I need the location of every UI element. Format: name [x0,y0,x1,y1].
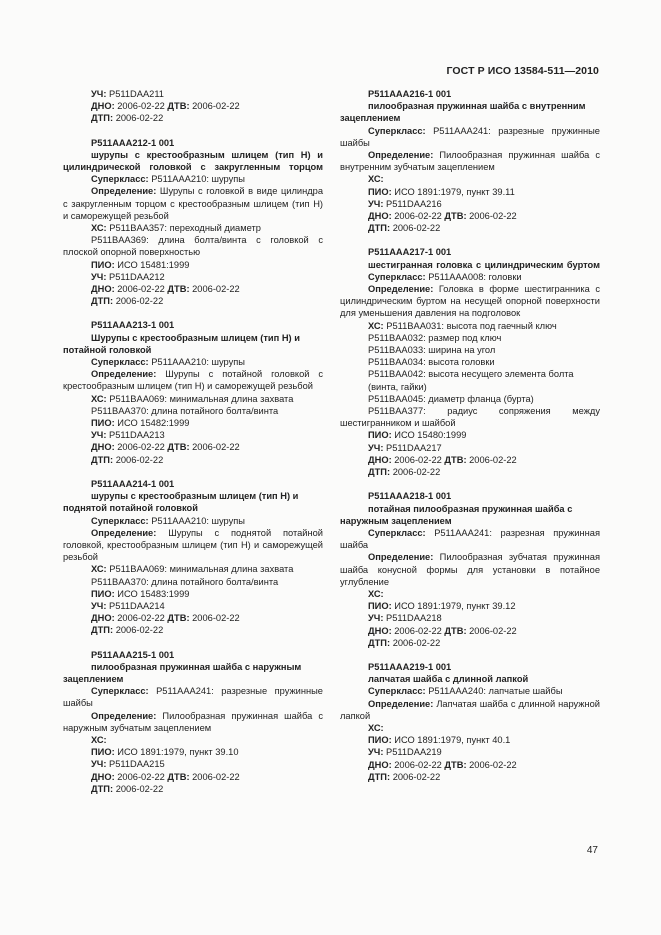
entry-code: P511AAA219-1 001 [368,661,452,672]
superclass-line: Суперкласс: P511AAA241: разрезная пружинная шайба [340,527,600,551]
xs-line: P511BAA377: радиус сопряжения между шестигранником и шайбой [340,406,600,429]
uch-line: УЧ: P511DAA218 [368,613,442,624]
pio-line: ПИО: ИСО 1891:1979, пункт 39.11 [368,186,515,197]
superclass-line: Суперкласс: P511AAA210: шурупы [91,357,245,368]
entry-code: P511AAA215-1 001 [91,649,175,660]
pio-line: ПИО: ИСО 15482:1999 [91,418,190,429]
left-column [63,88,323,807]
xs-line: ХС: P511BAA069: минимальная длина захвата [91,393,294,404]
definition-line: Определение: Шурупы с поднятой потайной головкой, крестообразным шлицем (тип Н) и саморежущей резьбой [63,527,323,563]
pio-line: ПИО: ИСО 1891:1979, пункт 40.1 [368,735,511,746]
entry-p511aaa216 [340,88,600,234]
xs-line: P511BAA042: высота несущего элемента болта (винта, гайки) [368,369,574,392]
dates-line: ДНО: 2006-02-22 ДТВ: 2006-02-22 [368,625,517,636]
dtp-line: ДТП: 2006-02-22 [368,771,441,782]
entry-code: P511AAA218-1 001 [368,491,452,502]
definition-line: Определение: Шурупы с головкой в виде цилиндра с закругленным торцом с крестообразным шлицем (тип Н) и саморежущей резьбой [63,186,323,221]
definition-line: Определение: Пилообразная пружинная шайба с наружным зубчатым зацеплением [63,710,323,733]
dtp-line: ДТП: 2006-02-22 [91,625,164,636]
superclass-line: Суперкласс: P511AAA241: разрезные пружинные шайбы [63,686,323,709]
uch-line: УЧ: P511DAA214 [91,600,165,611]
dates-line: ДНО: 2006-02-22 ДТВ: 2006-02-22 [368,211,517,222]
dates-line: ДНО: 2006-02-22 ДТВ: 2006-02-22 [91,101,240,112]
definition-line: Определение: Пилообразная зубчатая пружинная шайба конусной формы для установки в потайное углубление [340,552,600,587]
entry-p511aaa215 [63,649,323,795]
entry-p511aaa219 [340,661,600,783]
xs-line: P511BAA370: длина потайного болта/винта [91,576,279,587]
dates-line: ДНО: 2006-02-22 ДТВ: 2006-02-22 [368,759,517,770]
uch-line: УЧ: P511DAA213 [91,430,165,441]
pio-line: ПИО: ИСО 15481:1999 [91,259,190,270]
superclass-line: Суперкласс: P511AAA241: разрезные пружинные шайбы [340,125,600,148]
dates-line: ДНО: 2006-02-22 ДТВ: 2006-02-22 [91,613,240,624]
right-column [340,88,600,795]
entry-p511aaa218 [340,490,600,649]
superclass-line: Суперкласс: P511AAA240: лапчатые шайбы [368,686,563,697]
entry-p511aaa214 [63,478,323,637]
entry-title: пилообразная пружинная шайба с наружным зацеплением [63,661,302,684]
xs-line: P511BAA033: ширина на угол [368,345,496,356]
dtp-line: ДТП: 2006-02-22 [91,113,164,124]
xs-line: P511BAA034: высота головки [368,357,495,368]
xs-line: ХС: [368,722,384,733]
dtp-line: ДТП: 2006-02-22 [368,637,441,648]
entry-title: Шурупы с крестообразным шлицем (тип Н) и потайной головкой [63,332,300,355]
uch-line: УЧ: P511DAA219 [368,747,442,758]
xs-line: ХС: [368,174,384,185]
page-number: 47 [586,845,598,856]
uch-line: УЧ: P511DAA217 [368,442,442,453]
entry-code: P511AAA212-1 001 [91,137,175,148]
xs-line: ХС: P511BAA031: высота под гаечный ключ [368,320,557,331]
dates-line: ДНО: 2006-02-22 ДТВ: 2006-02-22 [368,454,517,465]
xs-line: P511BAA032: размер под ключ [368,332,502,343]
entry-title: шурупы с крестообразным шлицем (тип Н) и цилиндрической головкой с закругленным торцом [63,149,323,173]
entry-title: лапчатая шайба с длинной лапкой [368,674,529,685]
definition-line: Определение: Лапчатая шайба с длинной наружной лапкой [340,698,600,721]
xs-line: P511BAA045: диаметр фланца (бурта) [368,393,534,404]
entry-title: потайная пилообразная пружинная шайба с наружным зацеплением [340,503,573,526]
entry-p511aaa213 [63,319,323,465]
dtp-line: ДТП: 2006-02-22 [368,223,441,234]
entry-p511aaa217 [340,246,600,478]
xs-line: P511BAA369: длина болта/винта с головкой с плоской опорной поверхностью [63,235,323,258]
entry-code: P511AAA213-1 001 [91,320,175,331]
uch-line: УЧ: P511DAA216 [368,198,442,209]
entry-code: P511AAA214-1 001 [91,478,175,489]
entry-title: шестигранная головка с цилиндрическим буртом [368,259,600,270]
dtp-line: ДТП: 2006-02-22 [91,454,164,465]
xs-line: ХС: [91,734,107,745]
xs-line: ХС: P511BAA069: минимальная длина захвата [91,564,294,575]
pio-line: ПИО: ИСО 15480:1999 [368,430,467,441]
entry-code: P511AAA217-1 001 [368,247,452,258]
dtp-line: ДТП: 2006-02-22 [91,783,164,794]
entry-continued [63,88,323,125]
xs-line: ХС: P511BAA357: переходный диаметр [91,223,261,234]
uch-line: УЧ: P511DAA211 [91,89,164,99]
entry-title: пилообразная пружинная шайба с внутренним зацеплением [340,101,586,124]
dtp-line: ДТП: 2006-02-22 [368,467,441,478]
dates-line: ДНО: 2006-02-22 ДТВ: 2006-02-22 [91,284,240,295]
dtp-line: ДТП: 2006-02-22 [91,296,164,307]
entry-code: P511AAA216-1 001 [368,89,452,99]
superclass-line: Суперкласс: P511AAA210: шурупы [91,515,245,526]
pio-line: ПИО: ИСО 1891:1979, пункт 39.10 [91,747,239,758]
xs-line: ХС: [368,588,384,599]
entry-p511aaa212 [63,137,323,308]
superclass-line: Суперкласс: P511AAA008: головки [368,271,522,282]
pio-line: ПИО: ИСО 15483:1999 [91,588,190,599]
definition-line: Определение: Шурупы с потайной головкой с крестообразным шлицем (тип Н) и саморежущей резьбой [63,369,323,392]
uch-line: УЧ: P511DAA215 [91,759,165,770]
definition-line: Определение: Головка в форме шестигранника с цилиндрическим буртом на несущей опорной поверхности для уменьшения давления на подголовок [340,284,600,319]
xs-line: P511BAA370: длина потайного болта/винта [91,405,279,416]
dates-line: ДНО: 2006-02-22 ДТВ: 2006-02-22 [91,771,240,782]
document-header: ГОСТ Р ИСО 13584-511—2010 [446,65,599,77]
uch-line: УЧ: P511DAA212 [91,271,165,282]
superclass-line: Суперкласс: P511AAA210: шурупы [91,174,245,185]
definition-line: Определение: Пилообразная пружинная шайба с внутренним зубчатым зацеплением [340,150,600,173]
dates-line: ДНО: 2006-02-22 ДТВ: 2006-02-22 [91,442,240,453]
entry-title: шурупы с крестообразным шлицем (тип Н) и поднятой потайной головкой [63,491,299,514]
pio-line: ПИО: ИСО 1891:1979, пункт 39.12 [368,601,516,612]
